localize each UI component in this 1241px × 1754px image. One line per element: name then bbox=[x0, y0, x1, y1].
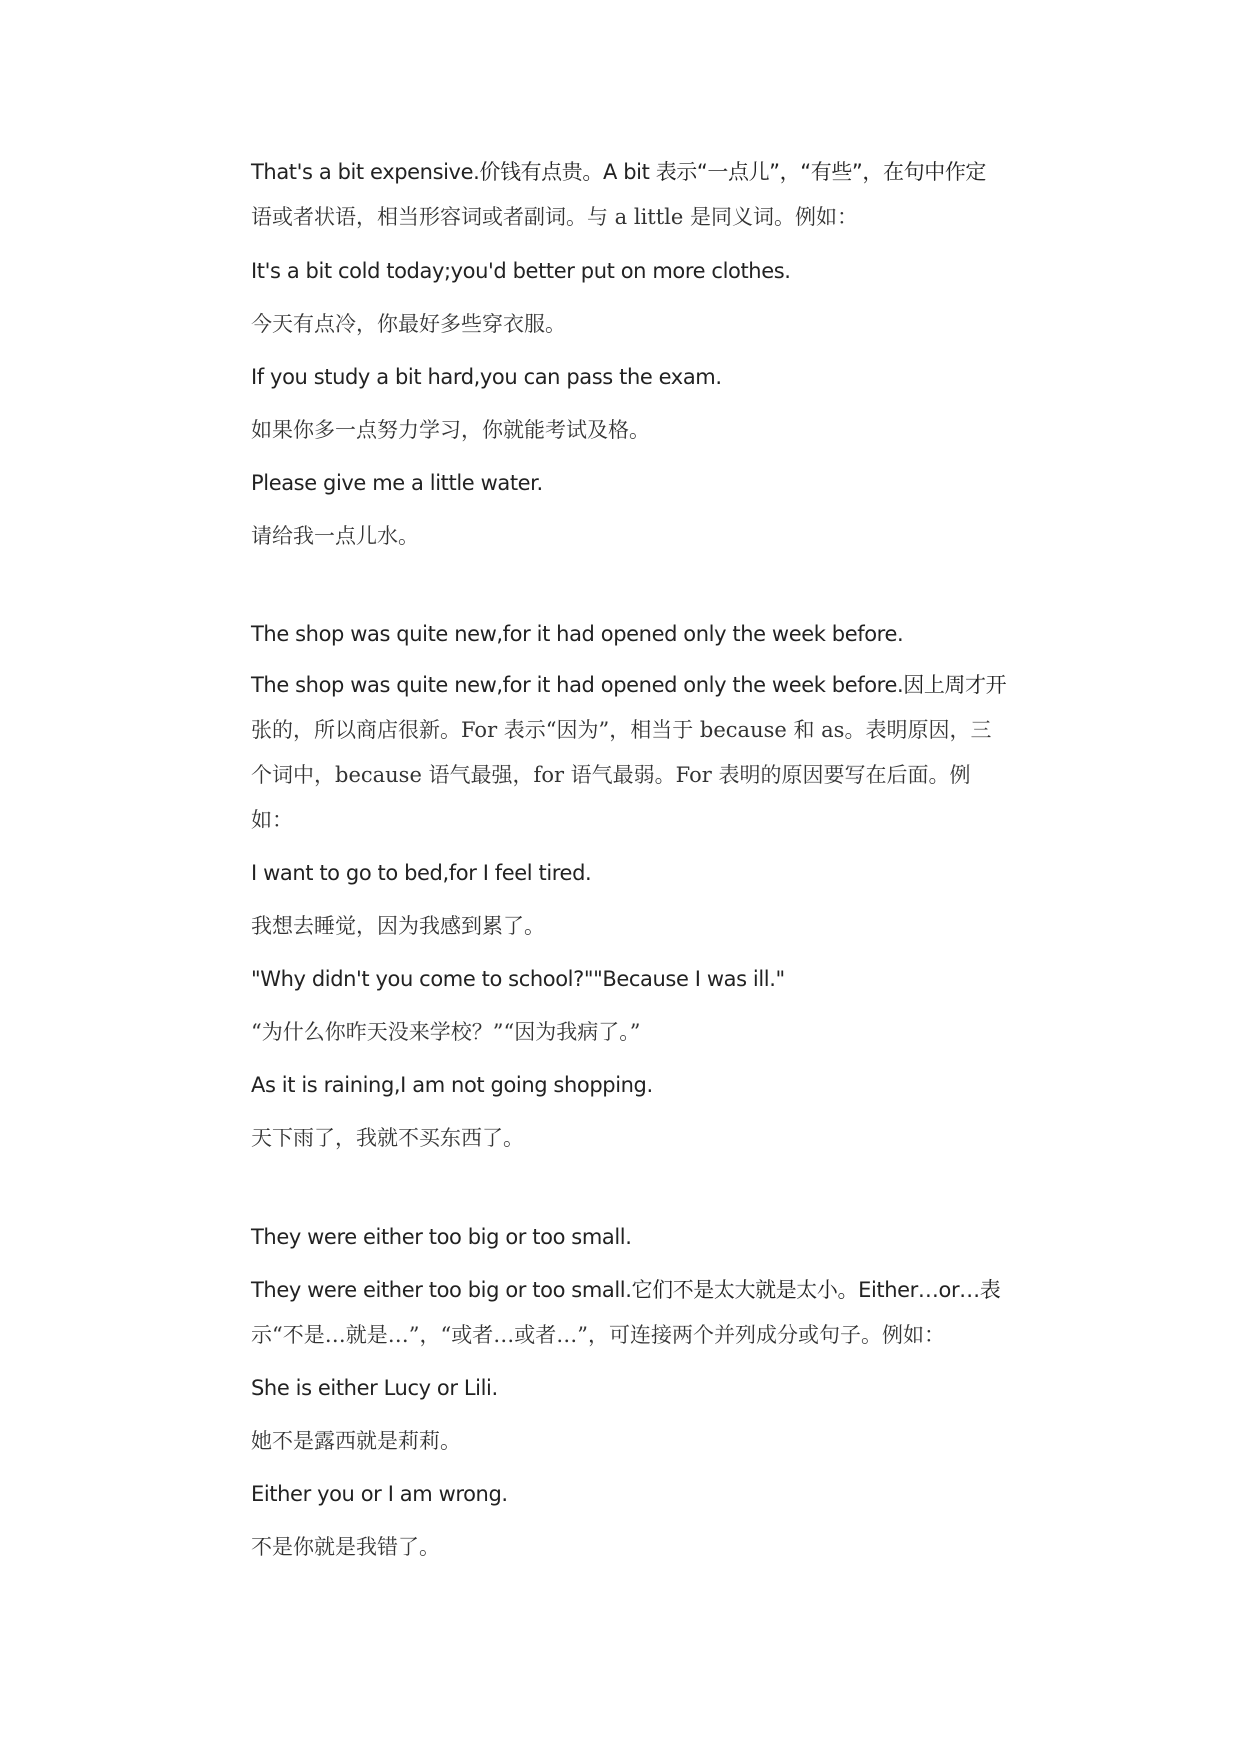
chinese-translation: 不是你就是我错了。 bbox=[251, 1535, 440, 1559]
english-example: Please give me a little water. bbox=[251, 471, 543, 495]
text-line: That's a bit expensive.价钱有点贵。A bit 表示“一点儿”，“有些”，在句中作定 bbox=[251, 160, 987, 184]
english-example: It's a bit cold today;you'd better put on more clothes. bbox=[251, 259, 791, 283]
english-example: I want to go to bed,for I feel tired. bbox=[251, 861, 592, 885]
text-line: The shop was quite new,for it had opened only the week before.因上周才开 bbox=[251, 673, 1007, 697]
text-line: 如： bbox=[251, 808, 293, 832]
chinese-translation: 她不是露西就是莉莉。 bbox=[251, 1429, 461, 1453]
chinese-translation: 请给我一点儿水。 bbox=[251, 524, 419, 548]
english-example: If you study a bit hard,you can pass the exam. bbox=[251, 365, 722, 389]
text-line: 个词中，because 语气最强，for 语气最弱。For 表明的原因要写在后面。例 bbox=[251, 763, 971, 787]
chinese-translation: 我想去睡觉，因为我感到累了。 bbox=[251, 914, 545, 938]
section-heading-sentence: The shop was quite new,for it had opened only the week before. bbox=[251, 622, 904, 646]
text-line: 语或者状语，相当形容词或者副词。与 a little 是同义词。例如： bbox=[251, 205, 858, 229]
chinese-translation: 今天有点冷，你最好多些穿衣服。 bbox=[251, 312, 566, 336]
english-example: She is either Lucy or Lili. bbox=[251, 1376, 498, 1400]
english-example: As it is raining,I am not going shopping. bbox=[251, 1073, 653, 1097]
text-line: 张的，所以商店很新。For 表示“因为”，相当于 because 和 as。表明原因，三 bbox=[251, 718, 992, 742]
english-example: Either you or I am wrong. bbox=[251, 1482, 508, 1506]
text-line: 示“不是…就是…”，“或者…或者…”，可连接两个并列成分或句子。例如： bbox=[251, 1323, 945, 1347]
chinese-translation: 天下雨了，我就不买东西了。 bbox=[251, 1126, 524, 1150]
chinese-translation: “为什么你昨天没来学校？”“因为我病了。” bbox=[251, 1020, 641, 1044]
chinese-translation: 如果你多一点努力学习，你就能考试及格。 bbox=[251, 418, 650, 442]
english-example: "Why didn't you come to school?""Because I was ill." bbox=[251, 967, 785, 991]
section-heading-sentence: They were either too big or too small. bbox=[251, 1225, 632, 1249]
text-line: They were either too big or too small.它们不是太大就是太小。Either…or…表 bbox=[251, 1278, 1001, 1302]
